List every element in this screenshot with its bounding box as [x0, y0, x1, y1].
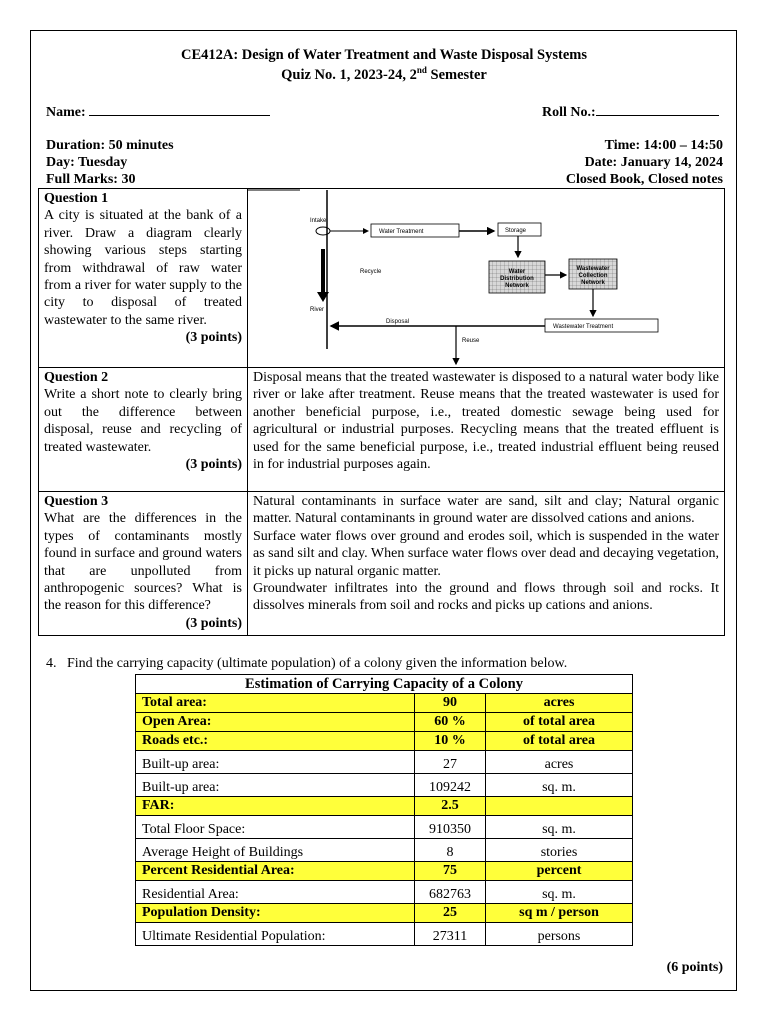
intake-icon	[316, 227, 330, 235]
exam-date: Date: January 14, 2024	[584, 155, 723, 170]
water-treatment-label: Water Treatment	[379, 229, 424, 235]
table-title: Estimation of Carrying Capacity of a Colony	[136, 675, 633, 694]
question-3-cell	[39, 492, 248, 636]
quiz-title: Quiz No. 1, 2023-24, 2nd Semester	[281, 65, 487, 83]
question-3-answer	[248, 492, 725, 636]
exam-rules: Closed Book, Closed notes	[565, 172, 723, 187]
wcn-line-3: Network	[581, 280, 605, 286]
question-2-text: Write a short note to clearly bring out the difference between disposal, reuse and recycling of treated wastewater.	[44, 387, 242, 455]
intake-label: Intake	[310, 218, 327, 224]
question-1-title: Question 1	[44, 191, 109, 206]
course-title: CE412A: Design of Water Treatment and Waste Disposal Systems	[180, 47, 587, 63]
table-row: Total Floor Space: 910350 sq. m.	[136, 816, 633, 839]
question-1-points: (3 points)	[185, 330, 242, 346]
table-row: Total area: 90 acres	[136, 694, 633, 713]
table-row: Open Area: 60 % of total area	[136, 713, 633, 732]
question-2-points: (3 points)	[185, 457, 242, 473]
river-label: River	[310, 307, 325, 313]
carrying-capacity-table	[135, 674, 633, 946]
question-3-title: Question 3	[44, 494, 109, 509]
question-1-text: A city is situated at the bank of a river. Draw a diagram clearly showing various steps starting from withdrawal of raw water from a river for water supply to the city to disposal of treated wastewater to the same river.	[44, 208, 242, 328]
question-1-diagram-cell	[248, 189, 725, 368]
full-marks: Full Marks: 30	[46, 172, 136, 187]
exam-time: Time: 14:00 – 14:50	[604, 138, 723, 153]
question-2-cell	[39, 368, 248, 492]
table-row: Built-up area: 27 acres	[136, 751, 633, 774]
question-3-answer-p1: Natural contaminants in surface water are sand, silt and clay; Natural organic matter. Natural contaminants in ground water are dissolved cations and anions.	[253, 494, 719, 527]
recycle-label: Recycle	[360, 269, 382, 275]
table-row: Built-up area: 109242 sq. m.	[136, 774, 633, 797]
table-row: Average Height of Buildings 8 stories	[136, 839, 633, 862]
question-3-points: (3 points)	[185, 615, 242, 631]
wcn-line-2: Collection	[578, 273, 608, 279]
wdn-line-1: Water	[508, 269, 526, 275]
table-row: Roads etc.: 10 % of total area	[136, 732, 633, 751]
question-4-prompt: 4. Find the carrying capacity (ultimate population) of a colony given the information below.	[46, 656, 568, 671]
wdn-line-2: Distribution	[500, 276, 534, 282]
question-1-cell	[39, 189, 248, 368]
reuse-label: Reuse	[462, 338, 480, 344]
water-cycle-diagram	[248, 189, 724, 367]
disposal-label: Disposal	[386, 319, 410, 325]
question-3-text: What are the differences in the types of contaminants mostly found in surface and ground waters that are unpolluted from anthropogenic sources? What is the reason for this difference?	[44, 511, 242, 614]
question-3-answer-p3: Groundwater infiltrates into the ground and flows through soil and rocks. It dissolves minerals from soil and rocks and picks up cations and anions.	[253, 581, 719, 614]
question-2-title: Question 2	[44, 370, 109, 385]
wcn-line-1: Wastewater	[576, 266, 610, 272]
duration: Duration: 50 minutes	[46, 138, 174, 153]
question-3-answer-p2: Surface water flows over ground and erodes soil, which is suspended in the water as sand silt and clay. When surface water flows over dead and decaying vegetation, it picks up natural organic matter.	[253, 528, 719, 579]
roll-field[interactable]: Roll No.:	[542, 101, 719, 121]
table-row: Residential Area: 682763 sq. m.	[136, 881, 633, 904]
questions-table	[38, 188, 725, 636]
question-4-points: (6 points)	[666, 960, 723, 975]
table-row: Ultimate Residential Population: 27311 persons	[136, 923, 633, 946]
storage-label: Storage	[505, 228, 527, 234]
table-row: FAR: 2.5	[136, 797, 633, 816]
question-2-answer: Disposal means that the treated wastewater is disposed to a natural water body like river or lake after treatment. Reuse means that the treated wastewater is used for another beneficial purpose, i.e., treated domestic sewage being used for agricultural or industrial purposes. Recycling means that the treated effluent is used for the same beneficial purpose, i.e., treated industrial effluent being reused in for industrial purposes again.	[248, 368, 725, 492]
table-row: Population Density: 25 sq m / person	[136, 904, 633, 923]
name-field[interactable]: Name:	[46, 101, 270, 121]
wastewater-treatment-label: Wastewater Treatment	[553, 324, 614, 330]
exam-day: Day: Tuesday	[46, 155, 128, 170]
table-row: Percent Residential Area: 75 percent	[136, 862, 633, 881]
wdn-line-3: Network	[505, 283, 529, 289]
